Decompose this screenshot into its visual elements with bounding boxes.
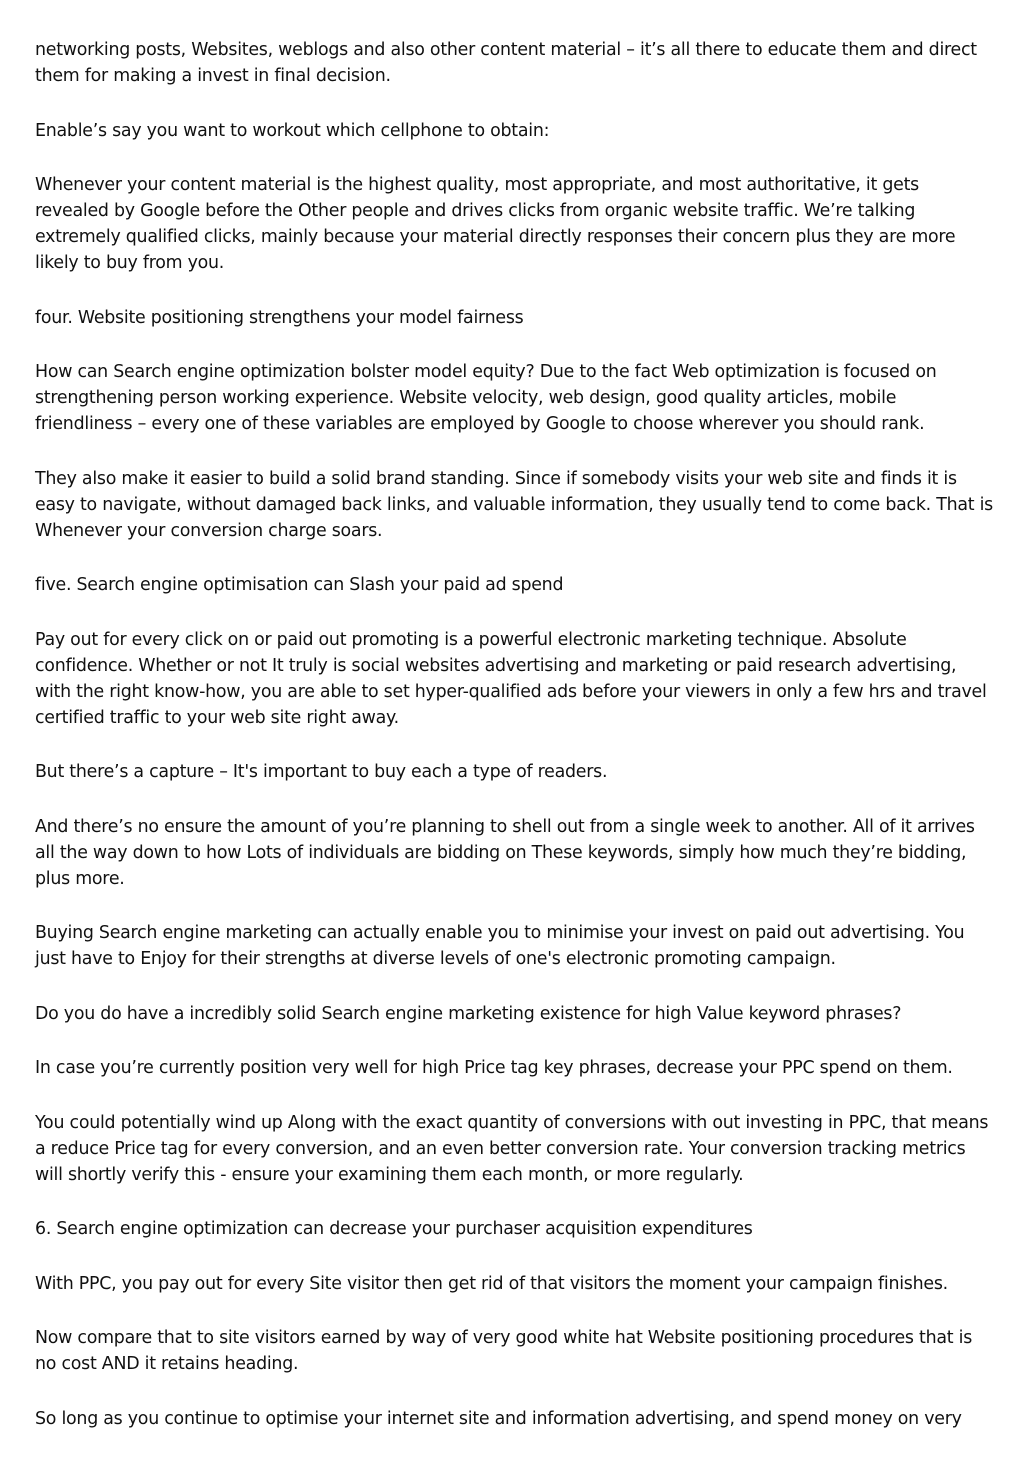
paragraph-ppc-technique: Pay out for every click on or paid out promoting is a powerful electronic marketing technique. Absolute confidence. Whether or not It truly is social websites advertising and marketing or paid research advertising, with the right know-how, you are able to set hyper-qualified ads before your viewers in only a few hrs and travel certified traffic to your web site right away. bbox=[35, 629, 987, 728]
paragraph-phone-example: Enable’s say you want to workout which cellphone to obtain: bbox=[35, 120, 550, 141]
paragraph-conversions: You could potentially wind up Along with the exact quantity of conversions with out investing in PPC, that means a reduce Price tag for every conversion, and an even better conversion rate. Your conversion tracking metrics will shortly verify this - ensure your examining them each month, or more regularly. bbox=[35, 1112, 989, 1185]
paragraph-question: Do you do have a incredibly solid Search engine marketing existence for high Value keyword phrases? bbox=[35, 1003, 902, 1024]
section-heading-acquisition-costs: 6. Search engine optimization can decrease your purchaser acquisition expenditures bbox=[35, 1219, 753, 1239]
paragraph-minimise-spend: Buying Search engine marketing can actually enable you to minimise your invest on paid out advertising. You just have to Enjoy for their strengths at diverse levels of one's electronic promoting campaign. bbox=[35, 923, 965, 969]
paragraph-white-hat: Now compare that to site visitors earned by way of very good white hat Website positioning procedures that is no cost AND it retains heading. bbox=[35, 1328, 973, 1374]
section-heading-brand-equity: four. Website positioning strengthens your model fairness bbox=[35, 307, 524, 328]
paragraph-ppc-visitors: With PPC, you pay out for every Site visitor then get rid of that visitors the moment your campaign finishes. bbox=[35, 1273, 948, 1294]
document-body bbox=[35, 37, 995, 1460]
paragraph-bidding: And there’s no ensure the amount of you’re planning to shell out from a single week to another. All of it arrives all the way down to how Lots of individuals are bidding on These keywords, simply how much they’re bidding, plus more. bbox=[35, 816, 975, 889]
paragraph-brand-equity: How can Search engine optimization bolster model equity? Due to the fact Web optimization is focused on strengthening person working experience. Website velocity, web design, good quality articles, mobile friendliness – every one of these variables are employed by Google to choose wherever you should rank. bbox=[35, 362, 937, 434]
paragraph-decrease-ppc: In case you’re currently position very well for high Price tag key phrases, decrease your PPC spend on them. bbox=[35, 1058, 953, 1078]
paragraph-truncated: So long as you continue to optimise your internet site and information advertising, and spend money on very bbox=[35, 1408, 962, 1429]
paragraph-brand-standing: They also make it easier to build a solid brand standing. Since if somebody visits your web site and finds it is easy to navigate, without damaged back links, and valuable information, they usually tend to come back. That is Whenever your conversion charge soars. bbox=[35, 468, 993, 541]
paragraph-intro-continued: networking posts, Websites, weblogs and also other content material – it’s all there to educate them and direct them for making a invest in final decision. bbox=[35, 40, 977, 86]
paragraph-content-quality: Whenever your content material is the highest quality, most appropriate, and most authoritative, it gets revealed by Google before the Other people and drives clicks from organic website traffic. We’re talking extremely qualified clicks, mainly because your material directly responses their concern plus they are more likely to buy from you. bbox=[35, 175, 956, 273]
paragraph-capture: But there’s a capture – It's important to buy each a type of readers. bbox=[35, 762, 608, 782]
section-heading-paid-ad-spend: five. Search engine optimisation can Slash your paid ad spend bbox=[35, 575, 564, 595]
